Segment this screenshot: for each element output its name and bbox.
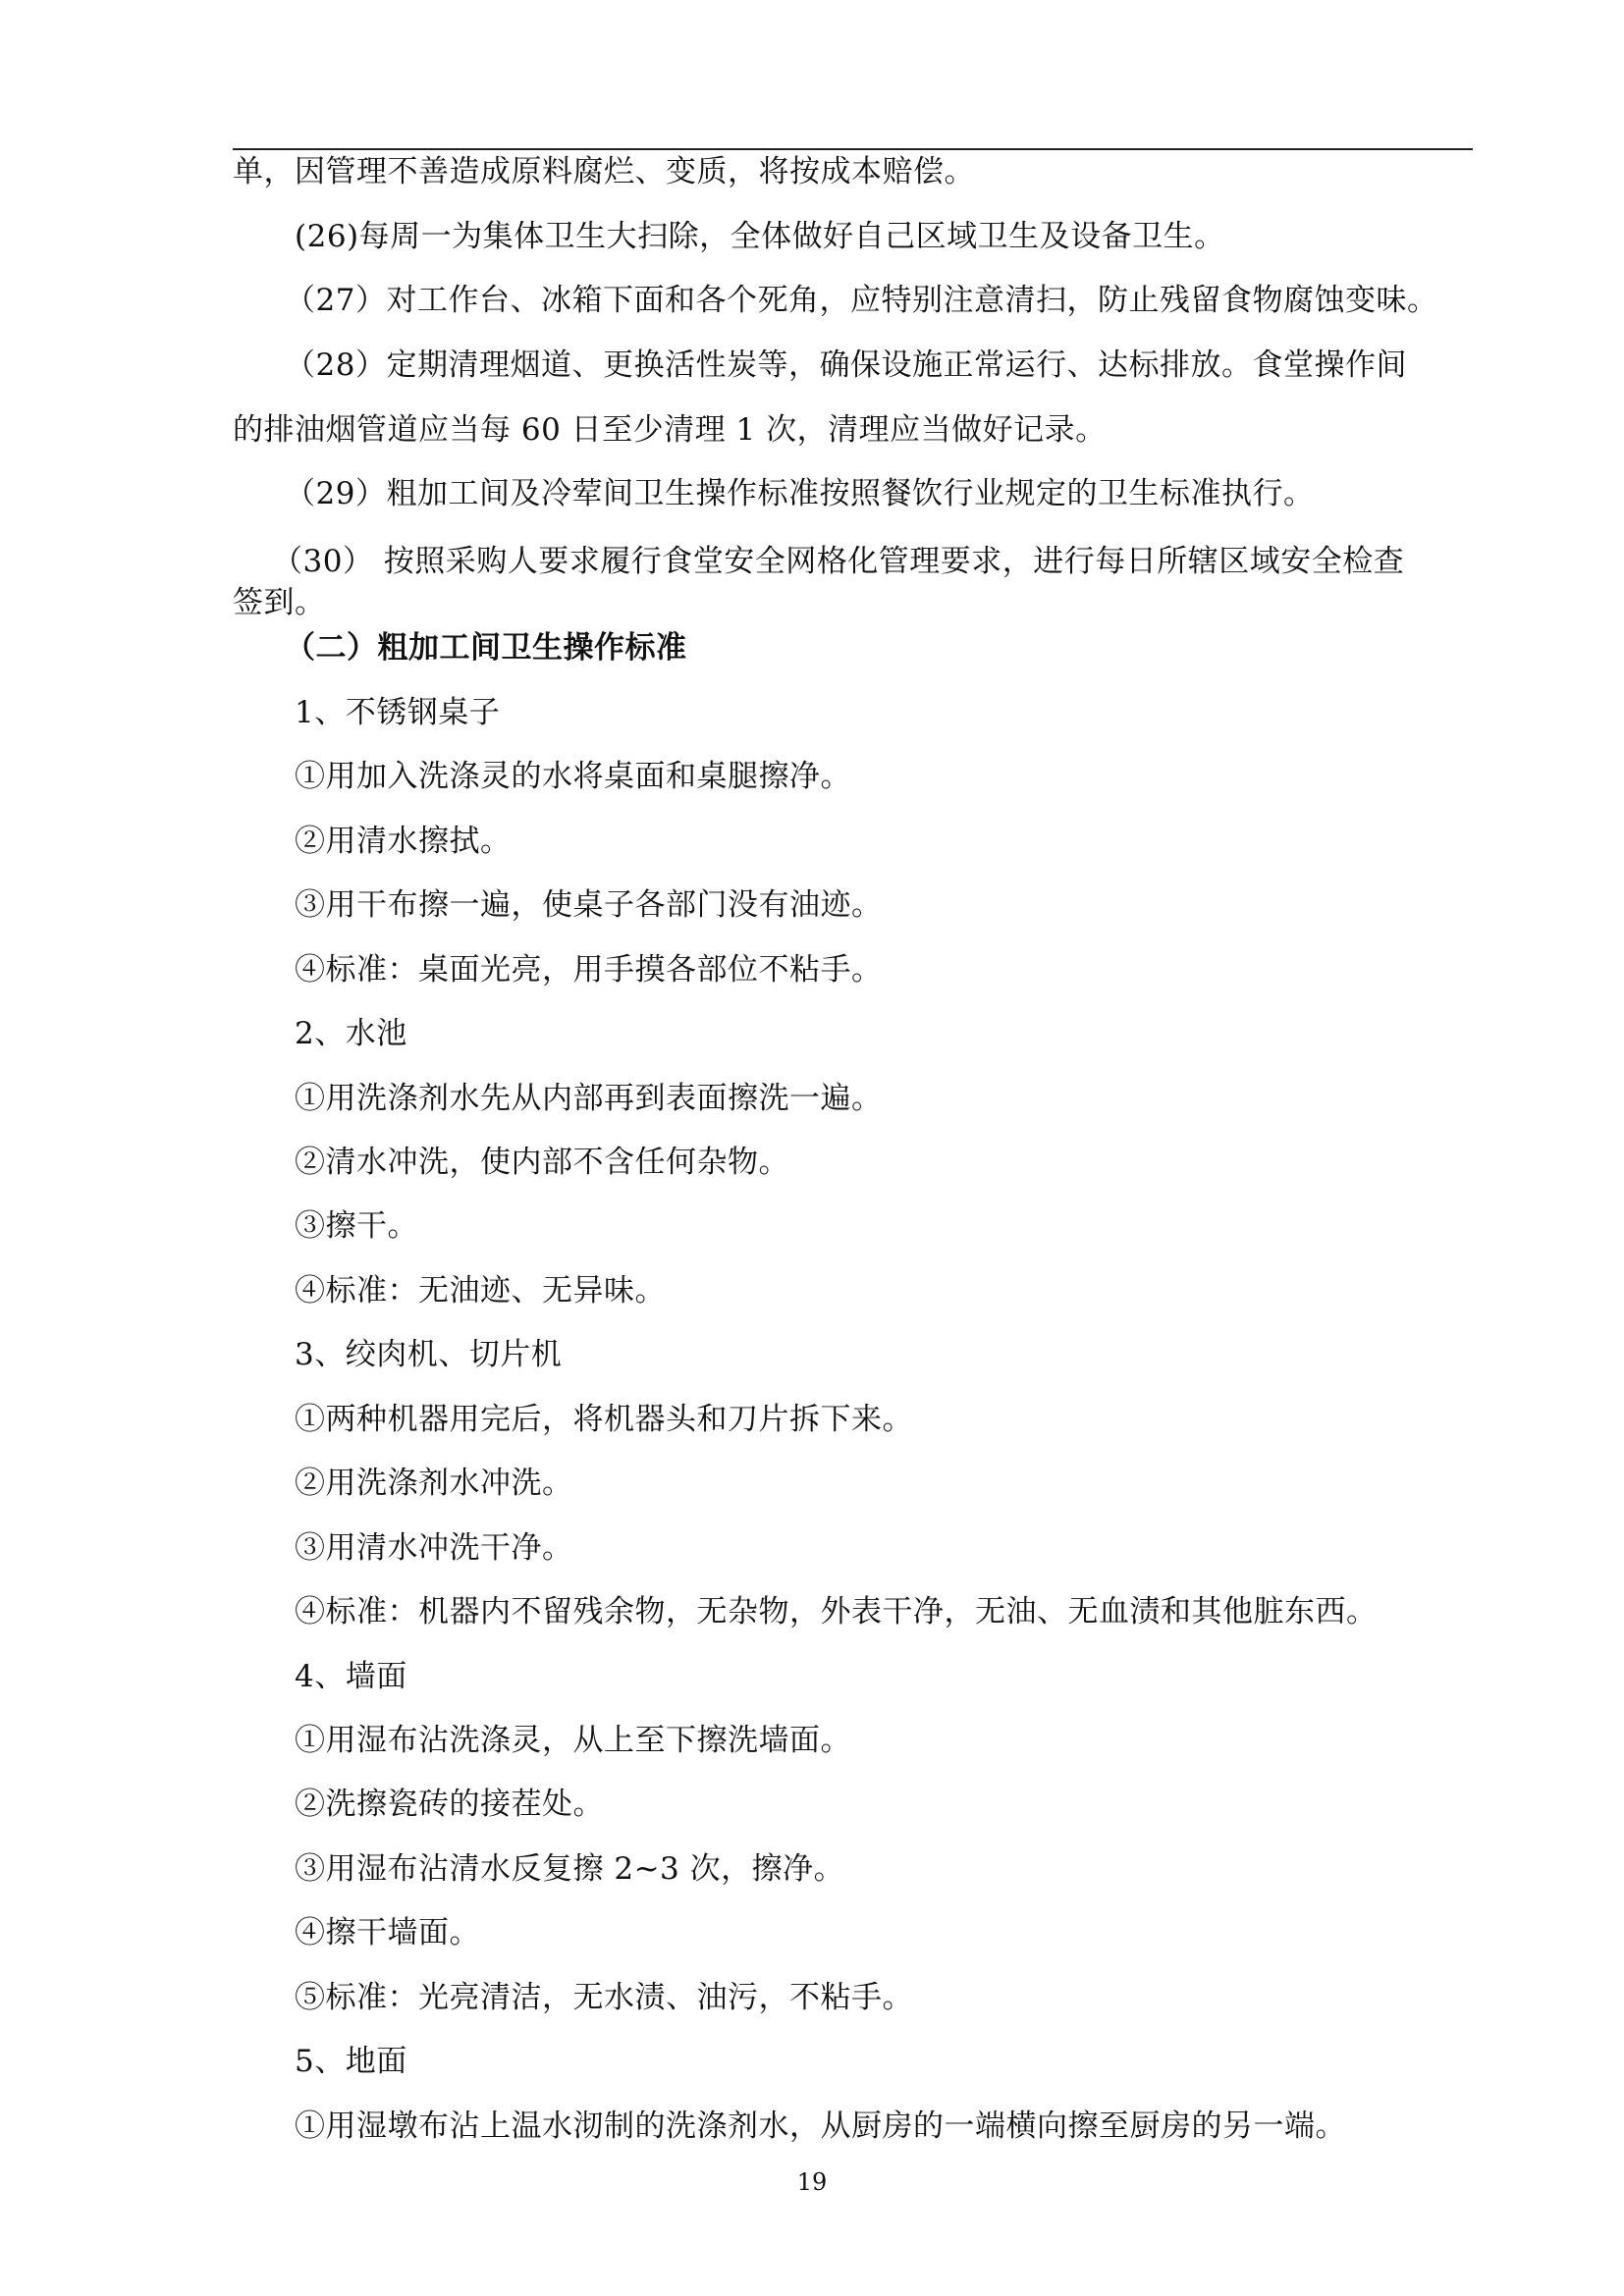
list-item: ②洗擦瓷砖的接茬处。	[295, 1787, 604, 1822]
list-item: ⑤标准：光亮清洁，无水渍、油污，不粘手。	[295, 1980, 913, 2015]
list-item: ③用干布擦一遍，使桌子各部门没有油迹。	[295, 887, 883, 923]
list-item: ④标准：无油迹、无异味。	[295, 1273, 666, 1308]
item-heading-1: 1、不锈钢桌子	[295, 695, 501, 730]
item-heading-4: 4、墙面	[295, 1659, 407, 1694]
list-item: ①用湿墩布沾上温水沏制的洗涤剂水，从厨房的一端横向擦至厨房的另一端。	[295, 2109, 1346, 2144]
item-heading-5: 5、地面	[295, 2044, 407, 2079]
list-item: ②清水冲洗，使内部不含任何杂物。	[295, 1145, 789, 1180]
list-item: ④标准：机器内不留残余物，无杂物，外表干净，无油、无血渍和其他脏东西。	[295, 1594, 1378, 1629]
list-item: ①用加入洗涤灵的水将桌面和桌腿擦净。	[295, 759, 851, 794]
list-item: ①两种机器用完后，将机器头和刀片拆下来。	[295, 1402, 913, 1437]
paragraph-30-line1: （30） 按照采购人要求履行食堂安全网格化管理要求，进行每日所辖区域安全检查	[272, 544, 1405, 579]
list-item: ②用清水擦拭。	[295, 824, 512, 859]
paragraph-26: (26)每周一为集体卫生大扫除，全体做好自己区域卫生及设备卫生。	[295, 219, 1225, 254]
paragraph-28-line1: （28）定期清理烟道、更换活性炭等，确保设施正常运行、达标排放。食堂操作间	[285, 347, 1407, 383]
paragraph-30-line2: 签到。	[233, 585, 326, 620]
list-item: ①用洗涤剂水先从内部再到表面擦洗一遍。	[295, 1081, 883, 1116]
paragraph-continuation: 单，因管理不善造成原料腐烂、变质，将按成本赔偿。	[233, 154, 975, 189]
paragraph-28-line2: 的排油烟管道应当每 60 日至少清理 1 次，清理应当做好记录。	[233, 412, 1107, 448]
list-item: ③用湿布沾清水反复擦 2~3 次，擦净。	[295, 1851, 845, 1887]
list-item: ②用洗涤剂水冲洗。	[295, 1466, 573, 1501]
paragraph-29: （29）粗加工间及冷荤间卫生操作标准按照餐饮行业规定的卫生标准执行。	[285, 476, 1315, 511]
section-heading: （二）粗加工间卫生操作标准	[285, 630, 687, 666]
list-item: ④擦干墙面。	[295, 1915, 480, 1950]
header-rule	[233, 148, 1473, 150]
page-number: 19	[796, 2168, 828, 2196]
list-item: ③用清水冲洗干净。	[295, 1530, 573, 1566]
list-item: ①用湿布沾洗涤灵，从上至下擦洗墙面。	[295, 1723, 851, 1758]
paragraph-27: （27）对工作台、冰箱下面和各个死角，应特别注意清扫，防止残留食物腐蚀变味。	[285, 283, 1438, 318]
item-heading-3: 3、绞肉机、切片机	[295, 1337, 563, 1372]
list-item: ④标准：桌面光亮，用手摸各部位不粘手。	[295, 952, 883, 988]
item-heading-2: 2、水池	[295, 1016, 407, 1051]
list-item: ③擦干。	[295, 1208, 418, 1244]
